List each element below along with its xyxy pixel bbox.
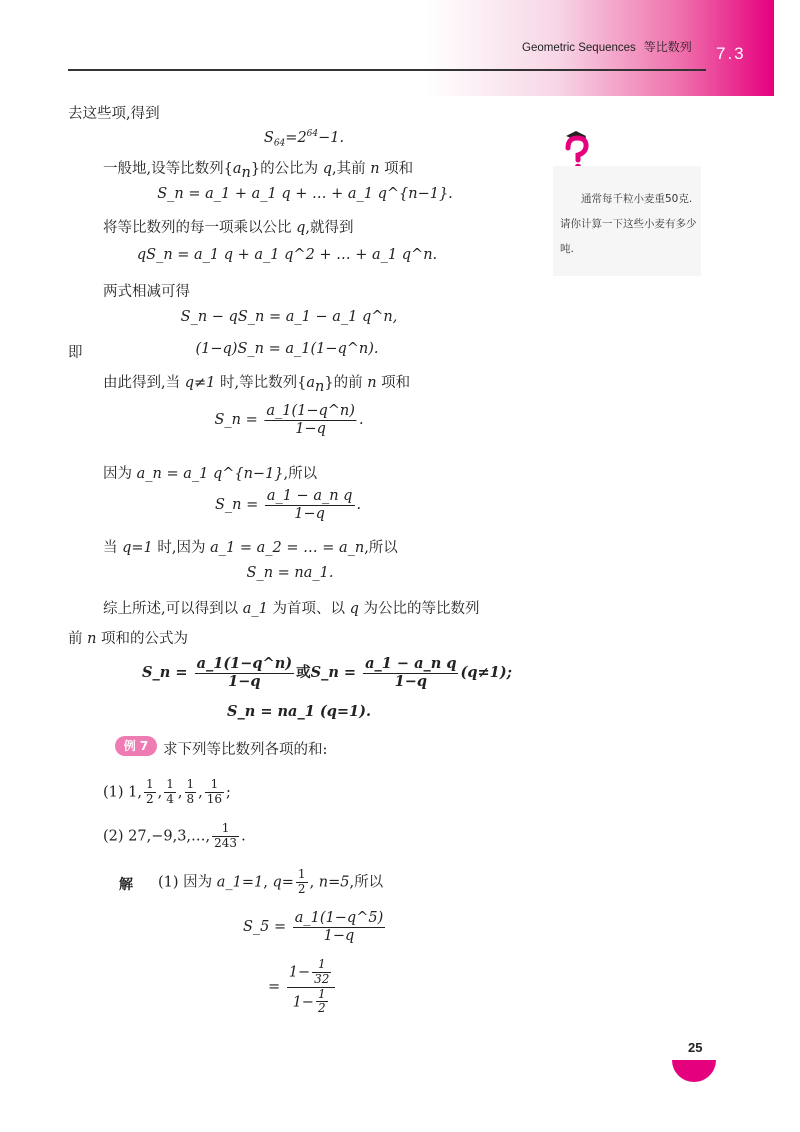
fraction-numerator: 1: [312, 958, 331, 973]
solution-line-2: [243, 910, 387, 944]
fraction-denominator: 1−q: [295, 420, 326, 437]
formula-s64: [264, 129, 344, 149]
math-span: q: [349, 601, 359, 617]
exercise-label: (2): [103, 828, 124, 845]
formula-sn-sum: S_n = a_1 + a_1 q + … + a_1 q^{n−1}.: [157, 186, 453, 202]
text-span: ,所以: [283, 466, 318, 482]
section-number: 7.3: [716, 44, 746, 63]
text-span: 为首项、以: [267, 601, 350, 617]
fraction-denominator: 2: [297, 881, 306, 896]
math-span: n: [87, 631, 97, 647]
fraction: [265, 488, 355, 522]
formula-part: S_5 =: [243, 919, 287, 936]
text-span: 将等比数列的每一项乘以公比: [103, 220, 297, 236]
solution-label: 解: [119, 877, 133, 893]
fraction: [185, 778, 197, 807]
page-tab: [672, 1060, 716, 1082]
text-span: 时,等比数列{: [215, 375, 307, 391]
formula-sn-na1: S_n = na_1.: [246, 565, 334, 581]
fraction: [264, 403, 357, 437]
fraction-denominator: 32: [314, 971, 330, 986]
page-number: 25: [688, 1040, 703, 1055]
fraction-numerator: 1: [205, 778, 224, 793]
math-span: .: [241, 828, 246, 845]
fraction-numerator: 1: [317, 986, 326, 1001]
formula-subtract: S_n − qS_n = a_1 − a_1 q^n,: [180, 309, 398, 325]
text-line: [103, 462, 317, 483]
header-title: [522, 38, 692, 55]
fraction: [312, 958, 331, 987]
fraction-numerator: 1: [146, 777, 154, 791]
fraction: [195, 656, 295, 690]
fraction-denominator: 16: [206, 791, 223, 806]
formula-part: 1−: [292, 993, 314, 1010]
formula-part: (q≠1);: [460, 664, 512, 682]
text-line: [103, 216, 354, 237]
fraction-numerator: a_1 − a_n q: [365, 655, 457, 672]
fraction-denominator: 1−q: [228, 672, 261, 690]
text-span: 由此得到,当: [103, 375, 185, 391]
fraction: [287, 958, 336, 1016]
fraction: [293, 910, 385, 944]
text-span: }的前: [324, 375, 368, 391]
example-badge: 例 7: [115, 736, 157, 756]
math-span: q=1: [122, 540, 153, 556]
fraction-denominator: 2: [317, 1001, 326, 1016]
fraction-denominator: 8: [186, 791, 195, 806]
math-span: a_n = a_1 q^{n−1}: [136, 466, 284, 482]
fraction: [212, 822, 239, 851]
fraction-denominator: 1−q: [323, 927, 355, 944]
fraction-numerator: a_1 − a_n q: [266, 488, 353, 504]
text-span: 综上所述,可以得到以: [103, 601, 243, 617]
formula-part: 1−: [288, 964, 311, 981]
math-span: q: [322, 161, 332, 177]
math-span: n: [370, 161, 380, 177]
formula-part: =2: [285, 129, 307, 146]
fraction-denominator: 243: [214, 835, 238, 850]
text-span: (1) 因为: [158, 874, 217, 891]
formula-sn-fraction: [214, 403, 363, 437]
header-title-en: Geometric Sequences: [522, 42, 636, 54]
text-span: ,所以: [349, 874, 384, 891]
text-span: 因为: [103, 466, 137, 482]
formula-part: .: [358, 412, 364, 429]
text-line: [103, 371, 410, 395]
math-span: n=5: [318, 874, 350, 891]
math-span: a_1=1: [216, 874, 264, 891]
math-sub: n: [241, 164, 251, 181]
math-sub: n: [315, 378, 325, 395]
formula-part: S_n =: [214, 497, 259, 514]
fraction-numerator: 1: [297, 867, 306, 881]
formula-sn-an: [215, 488, 361, 522]
formula-summary: [142, 656, 512, 690]
formula-factored: (1−q)S_n = a_1(1−q^n).: [195, 341, 379, 357]
formula-part: S_n =: [310, 664, 357, 682]
exercise-label: (1): [103, 784, 124, 801]
math-span: a_1 = a_2 = … = a_n: [210, 540, 365, 556]
text-span: ,: [309, 874, 319, 891]
fraction-denominator: 2: [146, 791, 154, 806]
formula-sup: 64: [306, 129, 319, 139]
text-line: 去这些项,得到: [68, 106, 160, 122]
math-span: ;: [226, 784, 231, 801]
fraction-denominator: 1−q: [394, 672, 428, 690]
fraction-numerator: 1: [166, 777, 174, 791]
math-span: a: [232, 161, 242, 177]
text-span: 前: [68, 631, 88, 647]
formula-part: 或: [296, 664, 311, 682]
exercise-1: (1) 1, $\frac{1}{2}$ , $\frac{1}{4}$ , $\frac{1}{8}$ , $\frac{1}{16}$ ;: [103, 777, 231, 806]
fraction: [296, 868, 308, 897]
math-span: a: [306, 375, 315, 391]
text-line: [68, 627, 188, 648]
text-span: 当: [103, 540, 123, 556]
fraction-numerator: 1: [186, 777, 195, 791]
formula-qsn: qS_n = a_1 q + a_1 q^2 + … + a_1 q^n.: [136, 247, 438, 263]
header-rule: [68, 69, 706, 71]
text-span: 项和: [376, 375, 411, 391]
example-prompt: 求下列等比数列各项的和:: [163, 742, 328, 758]
text-line: [103, 597, 479, 618]
text-span: }的公比为: [250, 161, 323, 177]
formula-summary-q1: S_n = na_1 (q=1).: [227, 703, 371, 720]
formula-sub: 64: [273, 138, 286, 149]
formula-part: S_n =: [214, 412, 258, 429]
fraction: [205, 778, 224, 807]
text-span: 一般地,设等比数列{: [103, 161, 233, 177]
fraction: [164, 778, 176, 807]
math-span: 27,−9,3,…,: [128, 828, 211, 845]
text-span: 项和: [379, 161, 414, 177]
math-span: q=: [272, 874, 294, 891]
text-span: ,其前: [331, 161, 371, 177]
fraction-denominator: 4: [166, 791, 174, 806]
formula-part: S: [263, 129, 274, 146]
text-span: ,: [263, 874, 273, 891]
math-span: n: [367, 375, 377, 391]
text-span: ,就得到: [305, 220, 354, 236]
fraction-numerator: a_1(1−q^5): [294, 910, 384, 926]
sidebar-note: 通常每千粒小麦重50克.请你计算一下这些小麦有多少吨.: [560, 193, 697, 255]
text-span: 为公比的等比数列: [358, 601, 480, 617]
solution-line-3: [268, 958, 337, 1016]
text-span: 项和的公式为: [96, 631, 189, 647]
solution-line-1: [158, 868, 383, 897]
text-line: [103, 157, 413, 181]
text-label: 即: [68, 345, 83, 361]
text-line: 两式相减可得: [103, 284, 190, 300]
fraction-numerator: [287, 958, 336, 988]
math-span: q: [296, 220, 306, 236]
formula-part: −1.: [318, 129, 345, 146]
fraction-denominator: 1−q: [294, 505, 325, 522]
fraction-numerator: 1: [212, 822, 239, 837]
fraction: [144, 778, 156, 807]
fraction-denominator: [287, 988, 336, 1017]
formula-part: .: [356, 497, 362, 514]
formula-part: =: [268, 979, 281, 996]
fraction: [316, 988, 328, 1017]
fraction-numerator: a_1(1−q^n): [196, 655, 293, 672]
fraction-numerator: a_1(1−q^n): [266, 403, 355, 419]
text-line: [103, 536, 398, 557]
text-span: ,所以: [364, 540, 398, 556]
math-span: q≠1: [184, 375, 216, 391]
header-title-cn: 等比数列: [643, 40, 692, 54]
formula-part: S_n =: [142, 664, 188, 682]
text-span: 时,因为: [152, 540, 211, 556]
fraction: [363, 656, 458, 690]
math-span: 1,: [128, 784, 142, 801]
exercise-2: [103, 822, 246, 851]
math-span: a_1: [242, 601, 268, 617]
